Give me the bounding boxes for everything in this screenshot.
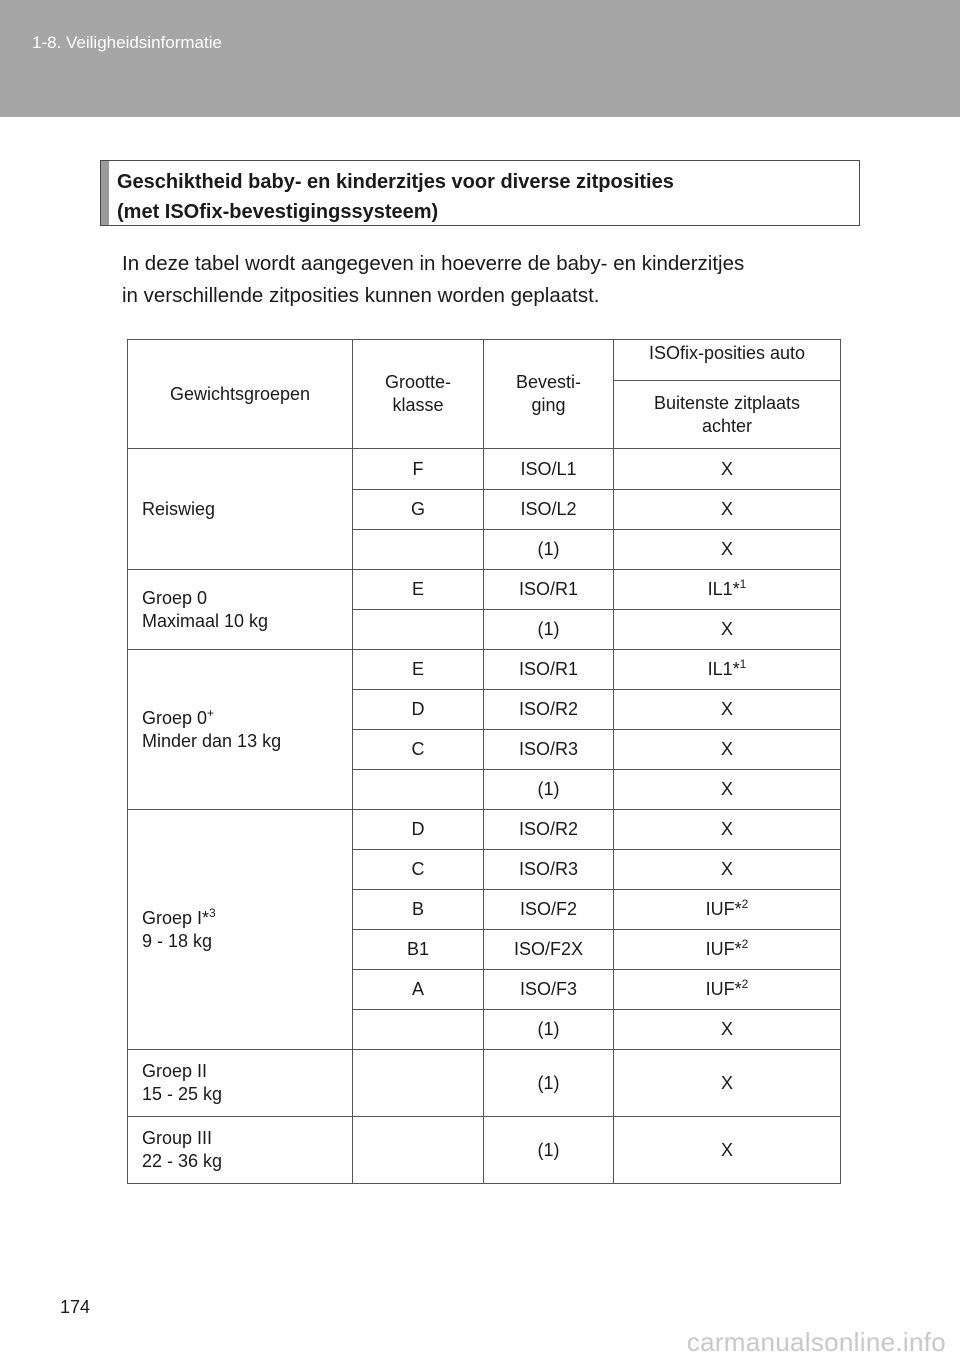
callout-accent-bar bbox=[101, 161, 109, 225]
footnote-ref: 2 bbox=[741, 937, 749, 951]
footnote-ref: 1 bbox=[739, 577, 747, 591]
cell-fixture: ISO/F2X bbox=[484, 930, 614, 970]
cell-fixture: (1) bbox=[484, 1050, 614, 1117]
cell-size bbox=[353, 610, 484, 650]
group-groep-0: Groep 0 Maximaal 10 kg bbox=[128, 570, 353, 650]
cell-fixture: ISO/L2 bbox=[484, 490, 614, 530]
page-header-bar bbox=[0, 0, 960, 117]
cell-size: B1 bbox=[353, 930, 484, 970]
cell-size: F bbox=[353, 449, 484, 490]
intro-paragraph bbox=[122, 248, 882, 312]
cell-position: X bbox=[614, 1050, 841, 1117]
cell-size: D bbox=[353, 810, 484, 850]
group-groep-i: Groep I*$^3$ 9 - 18 kg bbox=[128, 810, 353, 1050]
cell-fixture: ISO/F3 bbox=[484, 970, 614, 1010]
cell-position: X bbox=[614, 810, 841, 850]
cell-fixture: ISO/R1 bbox=[484, 650, 614, 690]
cell-fixture: ISO/R2 bbox=[484, 690, 614, 730]
cell-position: X bbox=[614, 490, 841, 530]
cell-position: X bbox=[614, 530, 841, 570]
cell-position: IUF*$^2$ bbox=[614, 930, 841, 970]
cell-size: E bbox=[353, 650, 484, 690]
cell-position: IUF*$^2$ bbox=[614, 890, 841, 930]
cell-position: X bbox=[614, 610, 841, 650]
cell-position: X bbox=[614, 1117, 841, 1184]
cell-fixture: ISO/L1 bbox=[484, 449, 614, 490]
child-seat-table bbox=[127, 339, 841, 1184]
cell-fixture: (1) bbox=[484, 1117, 614, 1184]
cell-size bbox=[353, 1010, 484, 1050]
cell-fixture: ISO/R3 bbox=[484, 850, 614, 890]
cell-size bbox=[353, 1117, 484, 1184]
cell-position: X bbox=[614, 690, 841, 730]
cell-position: IL1*$^1$ bbox=[614, 570, 841, 610]
cell-position: X bbox=[614, 770, 841, 810]
cell-position: X bbox=[614, 850, 841, 890]
header-size-class: Grootte- klasse bbox=[353, 340, 484, 449]
cell-position: IUF*$^2$ bbox=[614, 970, 841, 1010]
group-reiswieg: Reiswieg bbox=[128, 449, 353, 570]
cell-position: X bbox=[614, 449, 841, 490]
cell-position: X bbox=[614, 730, 841, 770]
cell-fixture: ISO/R3 bbox=[484, 730, 614, 770]
cell-size bbox=[353, 770, 484, 810]
header-outer-rear-seat: Buitenste zitplaats achter bbox=[614, 381, 841, 449]
cell-size bbox=[353, 530, 484, 570]
cell-fixture: (1) bbox=[484, 1010, 614, 1050]
header-weight-groups: Gewichtsgroepen bbox=[128, 340, 353, 449]
group-groep-ii: Groep II 15 - 25 kg bbox=[128, 1050, 353, 1117]
cell-position: X bbox=[614, 1010, 841, 1050]
page-number: 174 bbox=[60, 1297, 91, 1317]
cell-fixture: ISO/R1 bbox=[484, 570, 614, 610]
cell-size: E bbox=[353, 570, 484, 610]
cell-fixture: (1) bbox=[484, 610, 614, 650]
group-group-iii: Group III 22 - 36 kg bbox=[128, 1117, 353, 1184]
intro-line-2: in verschillende zitposities kunnen worden geplaatst. bbox=[122, 284, 600, 307]
cell-size: A bbox=[353, 970, 484, 1010]
cell-fixture: ISO/R2 bbox=[484, 810, 614, 850]
cell-fixture: (1) bbox=[484, 530, 614, 570]
cell-fixture: (1) bbox=[484, 770, 614, 810]
cell-size bbox=[353, 1050, 484, 1117]
intro-line-1: In deze tabel wordt aangegeven in hoeverre de baby- en kinderzitjes bbox=[122, 252, 745, 275]
section-title: 1-8. Veiligheidsinformatie bbox=[32, 33, 222, 52]
cell-position: IL1*$^1$ bbox=[614, 650, 841, 690]
group-groep-0-plus: Groep 0+ Minder dan 13 kg bbox=[128, 650, 353, 810]
header-isofix-positions: ISOfix-posities auto bbox=[614, 340, 841, 381]
watermark: carmanualsonline.info bbox=[686, 1327, 946, 1357]
cell-size: G bbox=[353, 490, 484, 530]
callout-title-line-2: (met ISOfix-bevestigingssysteem) bbox=[117, 201, 439, 223]
cell-size: C bbox=[353, 850, 484, 890]
header-fixture: Bevesti- ging bbox=[484, 340, 614, 449]
callout-title-line-1: Geschiktheid baby- en kinderzitjes voor diverse zitposities bbox=[117, 171, 674, 193]
callout-heading bbox=[100, 160, 860, 226]
cell-size: D bbox=[353, 690, 484, 730]
cell-size: B bbox=[353, 890, 484, 930]
cell-size: C bbox=[353, 730, 484, 770]
footnote-ref: 2 bbox=[741, 897, 749, 911]
callout-title bbox=[117, 167, 674, 227]
footnote-ref: 2 bbox=[741, 977, 749, 991]
footnote-ref: 1 bbox=[739, 657, 747, 671]
cell-fixture: ISO/F2 bbox=[484, 890, 614, 930]
